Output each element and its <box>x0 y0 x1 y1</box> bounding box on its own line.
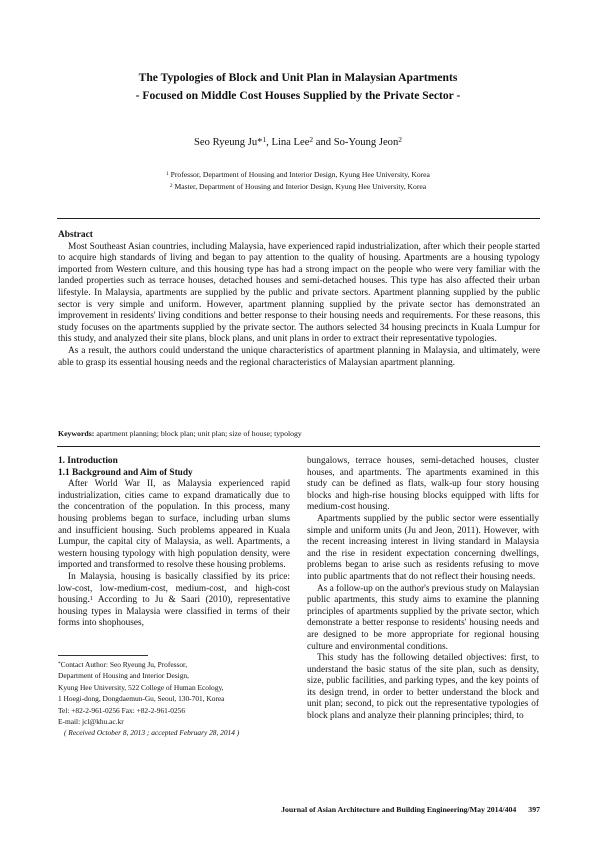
left-column <box>58 456 290 630</box>
affiliation-sup: 2 <box>169 183 173 190</box>
footnote-ref: 1 <box>89 594 94 602</box>
body-text: According to Ju & Saari (2010), representative housing types in Malaysia were classified in terms of their forms into shophouses, <box>58 595 290 629</box>
keywords-text: apartment planning; block plan; unit plan; size of house; typology <box>94 429 302 438</box>
abstract <box>58 230 540 369</box>
footnote-line: E-mail: jcl@khu.ac.kr <box>58 717 124 727</box>
footnote-text: Contact Author: Seo Ryeung Ju, Professor, <box>60 660 188 669</box>
affiliation-text: Master, Department of Housing and Interior Design, Kyung Hee University, Korea <box>172 182 427 191</box>
affiliation-text: Professor, Department of Housing and Interior Design, Kyung Hee University, Korea <box>168 170 430 179</box>
abstract-paragraph: Most Southeast Asian countries, including Malaysia, have experienced rapid industrialization, after which their people started to acquire high standards of living and began to pay attention to the quality of housing. Apartments are a housing typology imported from Western culture, and this housing type has had a strong impact on the people who were very familiar with the landed properties such as terrace houses, detached houses and semi-detached houses. This type has also affected their urban lifestyle. In Malaysia, apartments are supplied by the public and private sectors. Apartment planning supplied by the public sector is very simple and uniform. However, apartment planning supplied by the private sector has demonstrated an improvement in residents' living conditions and better response to their housing needs and requirements. For these reasons, this study focuses on the apartments supplied by the private sector. The authors selected 34 housing precincts in Kuala Lumpur for this study, and analyzed their site plans, block plans, and unit plans in order to extract their representative typologies. <box>58 241 540 345</box>
journal-footer <box>200 805 540 814</box>
body-text: In Malaysia, housing is basically classified by its price: low-cost, low-medium-cost, medium-cost, and high-cost housing. <box>58 571 290 606</box>
footnote-rule <box>58 655 148 656</box>
journal-name: Journal of Asian Architecture and Building Engineering/May 2014/404 <box>281 805 517 814</box>
body-paragraph: After World War II, as Malaysia experienced rapid industrialization, cities came to expand dramatically due to the concentration of the population. In this process, many housing problems began to surface, including urban slums and insufficient housing. Such problems appeared in Kuala Lumpur, the capital city of Malaysia, as well. Apartments, a western housing typology with high population density, were imported and transformed to resolve these housing problems. <box>58 479 290 571</box>
subsection-heading: 1.1 Background and Aim of Study <box>58 467 193 478</box>
paper-subtitle: - Focused on Middle Cost Houses Supplied by the Private Sector - <box>135 89 461 102</box>
keywords-label: Keywords: <box>58 429 95 438</box>
author-name: , Lina Lee <box>266 137 310 148</box>
footnote <box>58 659 290 739</box>
footnote-line <box>58 659 290 670</box>
abstract-paragraph: As a result, the authors could understand the unique characteristics of apartment planning in Malaysia, and ultimately, were able to grasp its essential housing needs and the regional characteristics of Malaysian apartment planning. <box>58 345 540 368</box>
received-date: ( Received October 8, 2013 ; accepted February 28, 2014 ) <box>64 728 240 738</box>
section-heading: 1. Introduction <box>58 456 118 466</box>
body-paragraph <box>58 572 290 630</box>
footnote-line: Tel: +82-2-961-0256 Fax: +82-2-961-0256 <box>58 705 186 715</box>
author-name: and So-Young Jeon <box>313 137 399 148</box>
body-paragraph: bungalows, terrace houses, semi-detached houses, cluster houses, and apartments. The apartments examined in this study can be defined as flats, walk-up four story housing blocks and high-rise housing blocks equipped with lifts for medium-cost housing. <box>307 456 539 513</box>
footnote-line: Kyung Hee University, 522 College of Human Ecology, <box>58 682 224 692</box>
affiliation <box>0 181 596 192</box>
footnote-line: Department of Housing and Interior Design, <box>58 671 189 681</box>
page-number: 397 <box>528 805 540 814</box>
abstract-heading: Abstract <box>58 230 93 240</box>
author-sup: 2 <box>398 135 402 145</box>
body-paragraph: As a follow-up on the author's previous study on Malaysian public apartments, this study aims to examine the planning principles of apartments supplied by the private sector, which demonstrate a better response to residents' housing needs and are designed to be more appropriate for regional housing culture and environmental conditions. <box>307 583 539 652</box>
top-rule <box>57 218 540 219</box>
affiliation-sup: 1 <box>166 171 169 178</box>
footnote-sup: * <box>58 661 61 668</box>
body-paragraph: Apartments supplied by the public sector were essentially simple and uniform units (Ju and Jeon, 2011). However, with the recent increasing interest in living standard in Malaysia and the rise in resident expectation concerning dwellings, problems began to arise such as residents refusing to move into public apartments that do not reflect their housing needs. <box>307 513 539 582</box>
author-list <box>0 137 596 148</box>
middle-rule <box>57 446 540 447</box>
author-sup: 2 <box>309 135 314 145</box>
footnote-line: 1 Hoegi-dong, Dongdaemun-Gu, Seoul, 130-701, Korea <box>58 694 225 704</box>
author-sup: 1 <box>262 135 267 145</box>
affiliation <box>0 169 596 180</box>
keywords <box>58 429 540 439</box>
paper-title: The Typologies of Block and Unit Plan in Malaysian Apartments <box>138 71 458 84</box>
body-paragraph: This study has the following detailed objectives: first, to understand the basic status of the site plan, such as density, size, public facilities, and parking types, and the key points of its design trend, in order to better understand the block and unit plan; second, to pick out the representative typologies of block plans and analyze their planning principles; third, to <box>307 653 539 722</box>
right-column <box>307 456 539 723</box>
author-name: Seo Ryeung Ju* <box>194 137 263 148</box>
